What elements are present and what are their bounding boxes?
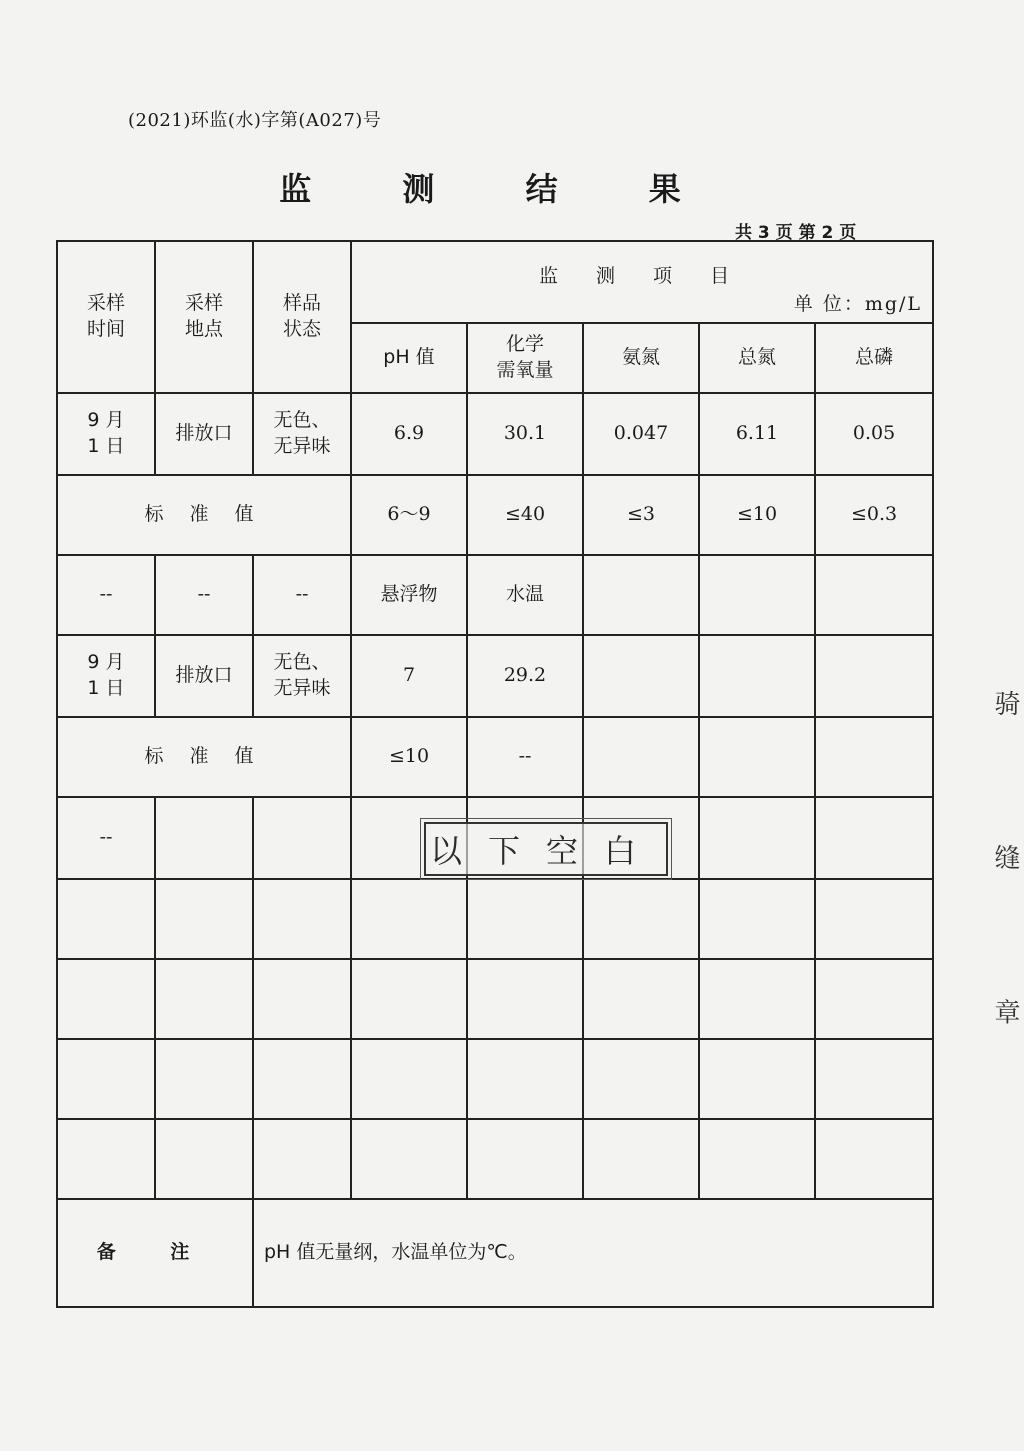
seam-seal-mark xyxy=(962,690,1020,1085)
standard-value: 6～9 xyxy=(351,475,467,555)
empty-cell xyxy=(253,1119,351,1199)
empty-cell xyxy=(253,879,351,959)
standard-label: 标 准 值 xyxy=(57,475,351,555)
empty-cell xyxy=(351,879,467,959)
empty-cell xyxy=(583,635,699,717)
item-total-phosphorus: 总磷 xyxy=(815,323,933,393)
remark-row xyxy=(57,1199,933,1307)
row2-time: 9 月 1 日 xyxy=(57,635,155,717)
blank-row xyxy=(57,959,933,1039)
empty-cell xyxy=(253,797,351,879)
remark-label: 备 注 xyxy=(57,1199,253,1307)
header-sample-site: 采样 地点 xyxy=(155,241,253,393)
row-items2-time: -- xyxy=(57,555,155,635)
empty-cell xyxy=(57,879,155,959)
empty-cell xyxy=(815,797,933,879)
item-ph: pH 值 xyxy=(351,323,467,393)
remark-text: pH 值无量纲，水温单位为℃。 xyxy=(253,1199,933,1307)
item-cod: 化学 需氧量 xyxy=(467,323,583,393)
row1-value: 30.1 xyxy=(467,393,583,475)
table-row xyxy=(57,393,933,475)
empty-cell xyxy=(155,1039,253,1119)
empty-cell xyxy=(155,879,253,959)
empty-cell xyxy=(57,959,155,1039)
empty-cell xyxy=(467,959,583,1039)
header-row-items-2 xyxy=(57,555,933,635)
empty-cell xyxy=(815,1039,933,1119)
empty-cell xyxy=(583,555,699,635)
empty-cell xyxy=(815,555,933,635)
empty-cell xyxy=(699,1039,815,1119)
standard-row-1 xyxy=(57,475,933,555)
row1-value: 0.047 xyxy=(583,393,699,475)
empty-cell xyxy=(351,959,467,1039)
empty-cell xyxy=(699,1119,815,1199)
empty-cell xyxy=(699,555,815,635)
page-info: 共 3 页 第 2 页 xyxy=(735,223,857,243)
item-ammonia: 氨氮 xyxy=(583,323,699,393)
row-items2-state: -- xyxy=(253,555,351,635)
empty-cell xyxy=(699,635,815,717)
row1-value: 6.11 xyxy=(699,393,815,475)
empty-cell xyxy=(57,1039,155,1119)
empty-cell xyxy=(253,959,351,1039)
page-title: 监 测 结 果 xyxy=(279,170,721,208)
empty-cell xyxy=(815,879,933,959)
header-monitor-items xyxy=(351,241,933,323)
empty-cell xyxy=(699,717,815,797)
header-sample-state: 样品 状态 xyxy=(253,241,351,393)
standard-value: ≤40 xyxy=(467,475,583,555)
empty-cell xyxy=(815,1119,933,1199)
empty-cell xyxy=(583,717,699,797)
empty-cell xyxy=(583,1039,699,1119)
row-items2-site: -- xyxy=(155,555,253,635)
empty-cell xyxy=(467,1039,583,1119)
standard-label: 标 准 值 xyxy=(57,717,351,797)
item-total-nitrogen: 总氮 xyxy=(699,323,815,393)
empty-cell xyxy=(351,1039,467,1119)
blank-row xyxy=(57,1119,933,1199)
header-sample-time: 采样 时间 xyxy=(57,241,155,393)
empty-cell xyxy=(699,959,815,1039)
row1-value: 0.05 xyxy=(815,393,933,475)
empty-cell xyxy=(57,1119,155,1199)
seam-seal-char: 骑 缝 章 xyxy=(990,690,1020,1085)
empty-cell xyxy=(583,879,699,959)
document-number: (2021)环监(水)字第(A027)号 xyxy=(128,110,382,131)
header-row-1 xyxy=(57,241,933,323)
empty-cell xyxy=(155,1119,253,1199)
empty-cell xyxy=(467,1119,583,1199)
blank-row xyxy=(57,1039,933,1119)
monitor-items-label: 监 测 项 目 xyxy=(538,265,746,287)
results-table xyxy=(56,240,934,1308)
standard-value: -- xyxy=(467,717,583,797)
item-water-temperature: 水温 xyxy=(467,555,583,635)
row2-site: 排放口 xyxy=(155,635,253,717)
table-row xyxy=(57,635,933,717)
row2-value: 29.2 xyxy=(467,635,583,717)
empty-cell xyxy=(467,879,583,959)
row2-state: 无色、 无异味 xyxy=(253,635,351,717)
empty-cell xyxy=(815,635,933,717)
standard-value: ≤10 xyxy=(699,475,815,555)
item-suspended-solids: 悬浮物 xyxy=(351,555,467,635)
blank-below-stamp: 以下空白 xyxy=(424,822,668,876)
row1-time: 9 月 1 日 xyxy=(57,393,155,475)
empty-cell xyxy=(155,797,253,879)
standard-value: ≤0.3 xyxy=(815,475,933,555)
empty-cell xyxy=(699,879,815,959)
empty-cell xyxy=(815,959,933,1039)
standard-row-2 xyxy=(57,717,933,797)
empty-cell xyxy=(583,1119,699,1199)
empty-cell xyxy=(155,959,253,1039)
row2-value: 7 xyxy=(351,635,467,717)
blank-marker: -- xyxy=(57,797,155,879)
empty-cell xyxy=(253,1039,351,1119)
empty-cell xyxy=(351,1119,467,1199)
empty-cell xyxy=(699,797,815,879)
unit-label: 单 位：mg/L xyxy=(793,293,923,316)
row1-state: 无色、 无异味 xyxy=(253,393,351,475)
blank-row xyxy=(57,879,933,959)
row1-value: 6.9 xyxy=(351,393,467,475)
standard-value: ≤10 xyxy=(351,717,467,797)
row1-site: 排放口 xyxy=(155,393,253,475)
standard-value: ≤3 xyxy=(583,475,699,555)
empty-cell xyxy=(583,959,699,1039)
empty-cell xyxy=(815,717,933,797)
